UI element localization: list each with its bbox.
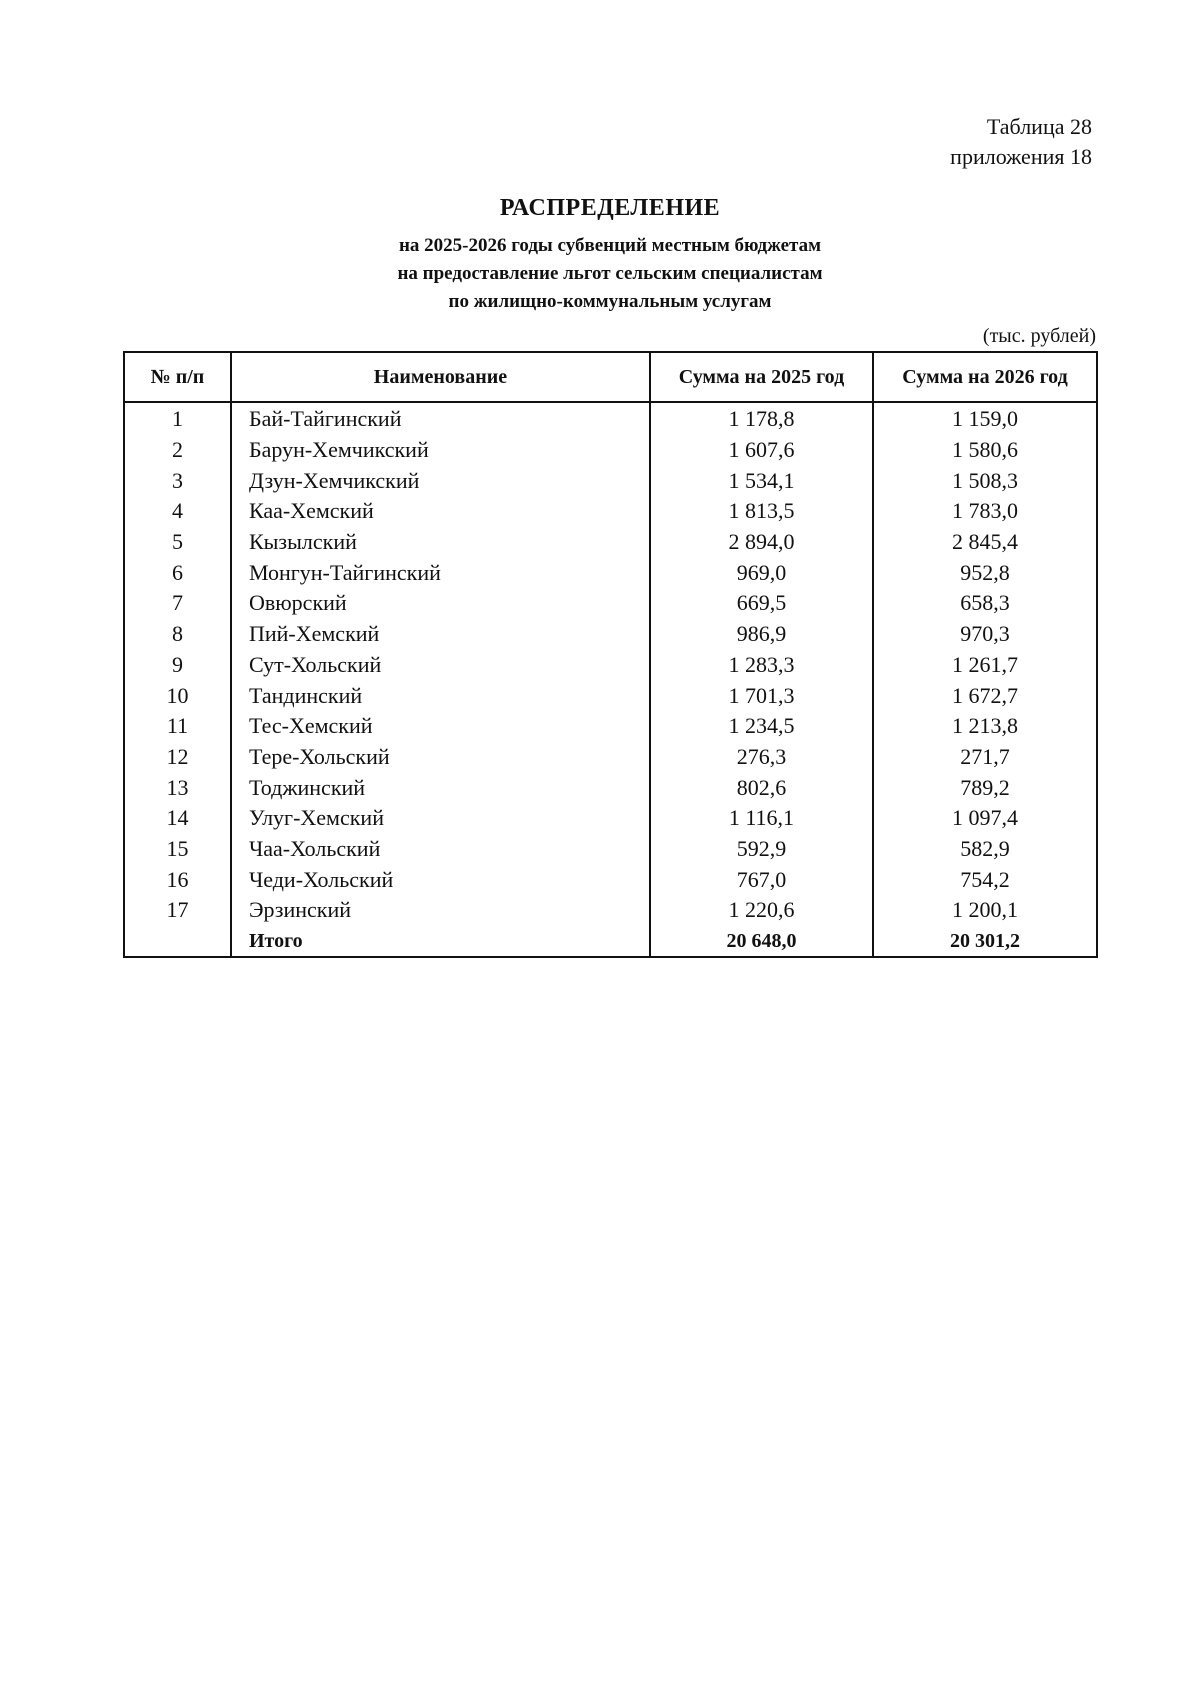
- table-row: [124, 895, 1097, 926]
- cell-sum-2025: 1 220,6: [650, 895, 873, 926]
- cell-num: 14: [166, 805, 189, 831]
- cell-name: Овюрский: [231, 588, 650, 619]
- cell-sum-2025: 1 813,5: [650, 496, 873, 527]
- distribution-table: [123, 351, 1098, 958]
- total-sum-2025: 20 648,0: [650, 926, 873, 958]
- table-row: [124, 588, 1097, 619]
- cell-num: 15: [166, 835, 189, 861]
- cell-sum-2026: 1 097,4: [873, 803, 1097, 834]
- cell-num: 4: [171, 498, 183, 524]
- cell-name: Дзун-Хемчикский: [231, 465, 650, 496]
- table-row: [124, 496, 1097, 527]
- cell-sum-2026: 271,7: [873, 742, 1097, 773]
- cell-name: Тере-Хольский: [231, 742, 650, 773]
- cell-sum-2026: 1 580,6: [873, 435, 1097, 466]
- total-num-empty: [124, 926, 231, 958]
- cell-sum-2026: 754,2: [873, 864, 1097, 895]
- total-label: Итого: [231, 926, 650, 958]
- cell-name: Тандинский: [231, 680, 650, 711]
- table-row: [124, 527, 1097, 558]
- cell-num: 2: [171, 437, 183, 463]
- cell-sum-2025: 592,9: [650, 834, 873, 865]
- cell-sum-2025: 1 607,6: [650, 435, 873, 466]
- cell-name: Чеди-Хольский: [231, 864, 650, 895]
- cell-num: 12: [166, 743, 189, 769]
- cell-sum-2026: 1 213,8: [873, 711, 1097, 742]
- cell-num: 9: [171, 651, 183, 677]
- cell-num: 6: [171, 559, 183, 585]
- cell-sum-2026: 1 200,1: [873, 895, 1097, 926]
- cell-sum-2025: 669,5: [650, 588, 873, 619]
- table-row: [124, 772, 1097, 803]
- table-row: [124, 711, 1097, 742]
- total-sum-2026: 20 301,2: [873, 926, 1097, 958]
- cell-num: 1: [171, 406, 183, 432]
- cell-sum-2025: 1 116,1: [650, 803, 873, 834]
- cell-name: Тес-Хемский: [231, 711, 650, 742]
- cell-sum-2026: 658,3: [873, 588, 1097, 619]
- cell-sum-2025: 969,0: [650, 557, 873, 588]
- document-title: РАСПРЕДЕЛЕНИЕ: [499, 195, 721, 221]
- cell-name: Тоджинский: [231, 772, 650, 803]
- cell-name: Улуг-Хемский: [231, 803, 650, 834]
- table-header-row: [124, 352, 1097, 402]
- document-subtitle: [0, 232, 1200, 316]
- cell-num: 16: [166, 866, 189, 892]
- table-row: [124, 465, 1097, 496]
- header-name: Наименование: [231, 352, 650, 402]
- cell-name: Сут-Хольский: [231, 650, 650, 681]
- cell-name: Кызылский: [231, 527, 650, 558]
- cell-sum-2025: 1 701,3: [650, 680, 873, 711]
- cell-sum-2026: 1 159,0: [873, 402, 1097, 435]
- cell-sum-2026: 952,8: [873, 557, 1097, 588]
- table-row: [124, 680, 1097, 711]
- table-reference: [950, 112, 1092, 172]
- table-body: [124, 402, 1097, 957]
- header-sum-2025: Сумма на 2025 год: [650, 352, 873, 402]
- subtitle-line: на предоставление льгот сельским специалистам: [397, 263, 823, 284]
- table-row: [124, 435, 1097, 466]
- cell-sum-2026: 1 783,0: [873, 496, 1097, 527]
- table-row: [124, 834, 1097, 865]
- table-row: [124, 742, 1097, 773]
- units-note: (тыс. рублей): [982, 325, 1096, 347]
- cell-sum-2025: 1 234,5: [650, 711, 873, 742]
- cell-name: Каа-Хемский: [231, 496, 650, 527]
- cell-name: Чаа-Хольский: [231, 834, 650, 865]
- table-row: [124, 650, 1097, 681]
- cell-name: Пий-Хемский: [231, 619, 650, 650]
- cell-num: 17: [166, 897, 189, 923]
- cell-name: Барун-Хемчикский: [231, 435, 650, 466]
- table-row: [124, 864, 1097, 895]
- cell-sum-2026: 789,2: [873, 772, 1097, 803]
- cell-num: 13: [166, 774, 189, 800]
- cell-sum-2025: 2 894,0: [650, 527, 873, 558]
- cell-sum-2025: 767,0: [650, 864, 873, 895]
- reference-table-number: Таблица 28: [986, 114, 1092, 139]
- cell-num: 3: [171, 467, 183, 493]
- cell-sum-2026: 2 845,4: [873, 527, 1097, 558]
- cell-sum-2026: 1 672,7: [873, 680, 1097, 711]
- cell-num: 10: [166, 682, 189, 708]
- cell-sum-2025: 802,6: [650, 772, 873, 803]
- subtitle-line: на 2025-2026 годы субвенций местным бюджетам: [398, 235, 822, 256]
- header-num: № п/п: [124, 352, 231, 402]
- total-row: [124, 926, 1097, 958]
- table-row: [124, 619, 1097, 650]
- cell-name: Бай-Тайгинский: [231, 402, 650, 435]
- cell-num: 11: [166, 713, 189, 739]
- cell-sum-2025: 1 283,3: [650, 650, 873, 681]
- cell-sum-2026: 970,3: [873, 619, 1097, 650]
- cell-sum-2026: 582,9: [873, 834, 1097, 865]
- header-sum-2026: Сумма на 2026 год: [873, 352, 1097, 402]
- cell-num: 7: [171, 590, 183, 616]
- reference-appendix: приложения 18: [950, 144, 1092, 169]
- cell-num: 5: [171, 529, 183, 555]
- cell-sum-2025: 986,9: [650, 619, 873, 650]
- cell-sum-2025: 276,3: [650, 742, 873, 773]
- table-row: [124, 803, 1097, 834]
- subtitle-line: по жилищно-коммунальным услугам: [448, 291, 772, 312]
- cell-name: Эрзинский: [231, 895, 650, 926]
- cell-name: Монгун-Тайгинский: [231, 557, 650, 588]
- table-row: [124, 557, 1097, 588]
- cell-num: 8: [171, 621, 183, 647]
- cell-sum-2025: 1 178,8: [650, 402, 873, 435]
- cell-sum-2026: 1 261,7: [873, 650, 1097, 681]
- cell-sum-2026: 1 508,3: [873, 465, 1097, 496]
- table-row: [124, 402, 1097, 435]
- cell-sum-2025: 1 534,1: [650, 465, 873, 496]
